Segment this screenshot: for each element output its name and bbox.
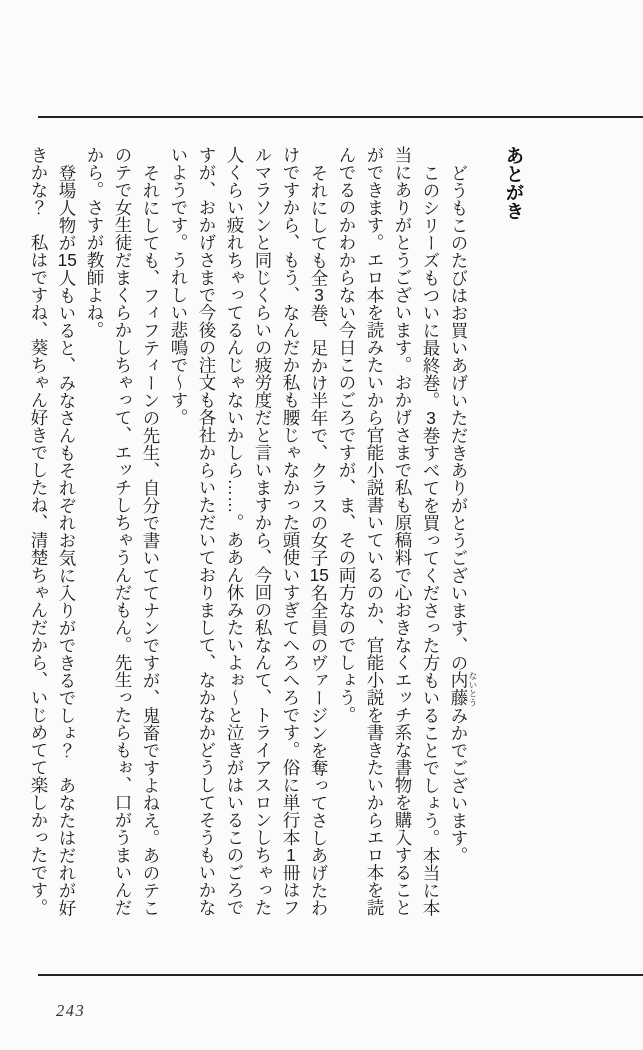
- page-title: あとがき: [504, 146, 525, 220]
- digit-run: 1: [286, 846, 296, 864]
- top-rule: [38, 116, 643, 118]
- page-number: 243: [56, 1001, 86, 1020]
- paragraph: [333, 146, 445, 918]
- author-name-ruby: 内藤 ないとう: [449, 671, 478, 706]
- text-run: 巻すべてを買ってくださった方もいることでしょう。本当に本当にありがとうございます。おかげさまで私も原稿料で心おきなくエッチ系な書物を購入することができます。エロ本を読みたいから官能小説書いているのか、官能小説を書きたいからエロ本を読んでるのかわからない今日このごろですが、ま、その両方なのでしょう。: [337, 146, 441, 916]
- text-run: 人もいると、みなさんもそれぞれお気に入りができるでしょ？ あなたはだれが好きかな？ 私はですね、葵ちゃん好きでしたね、清楚ちゃんだから、いじめてて楽しかったです。: [29, 146, 77, 916]
- text-run: 名全員のヴァージンを奪ってさしあげたわけですから、もう、なんだか私も腰じゃなかった頭使いすぎてへろへろです。俗に単行本: [281, 146, 329, 916]
- paragraph: [445, 146, 478, 918]
- paragraph: [81, 146, 165, 918]
- afterword-text-block: [25, 146, 580, 918]
- text-run: それにしても全: [309, 163, 329, 286]
- digit-run: 3: [426, 408, 436, 426]
- digit-run: 15: [309, 566, 329, 584]
- text-run: 登場人物が: [57, 163, 77, 251]
- digit-run: 3: [314, 286, 324, 304]
- bottom-rule: [38, 974, 643, 976]
- text-run: 冊はフルマラソンと同じくらいの疲労度だと言いますから、今回の私なんて、トライアスロンしちゃった人くらい疲れちゃってるんじゃないかしら……。ああん休みたいよぉ〜と泣きがはいるこのごろですが、おかげさまで今後の注文も各社からいただいておりまして、なかなかどうしてそうもいかないようです。うれしい悲鳴で〜す。: [169, 146, 301, 916]
- paragraph: [25, 146, 81, 918]
- text-run: どうもこのたびはお買いあげいただきありがとうございます、の: [449, 163, 469, 671]
- paragraph: [165, 146, 333, 918]
- text-run: このシリーズもついに最終巻。: [421, 163, 441, 409]
- text-run: みかでございます。: [449, 706, 469, 864]
- text-run: それにしても、フィフティーンの先生、自分で書いててナンですが、鬼畜ですよねえ。あのテこのテで女生徒だまくらかしちゃって、エッチしちゃうんだもん。先生ったらもぉ、口がうまいんだから。さすが教師よね。: [85, 146, 161, 916]
- afterword-paragraphs: [25, 146, 478, 918]
- digit-run: 15: [57, 251, 77, 269]
- text-run: 巻、足かけ半年で、クラスの女子: [309, 303, 329, 566]
